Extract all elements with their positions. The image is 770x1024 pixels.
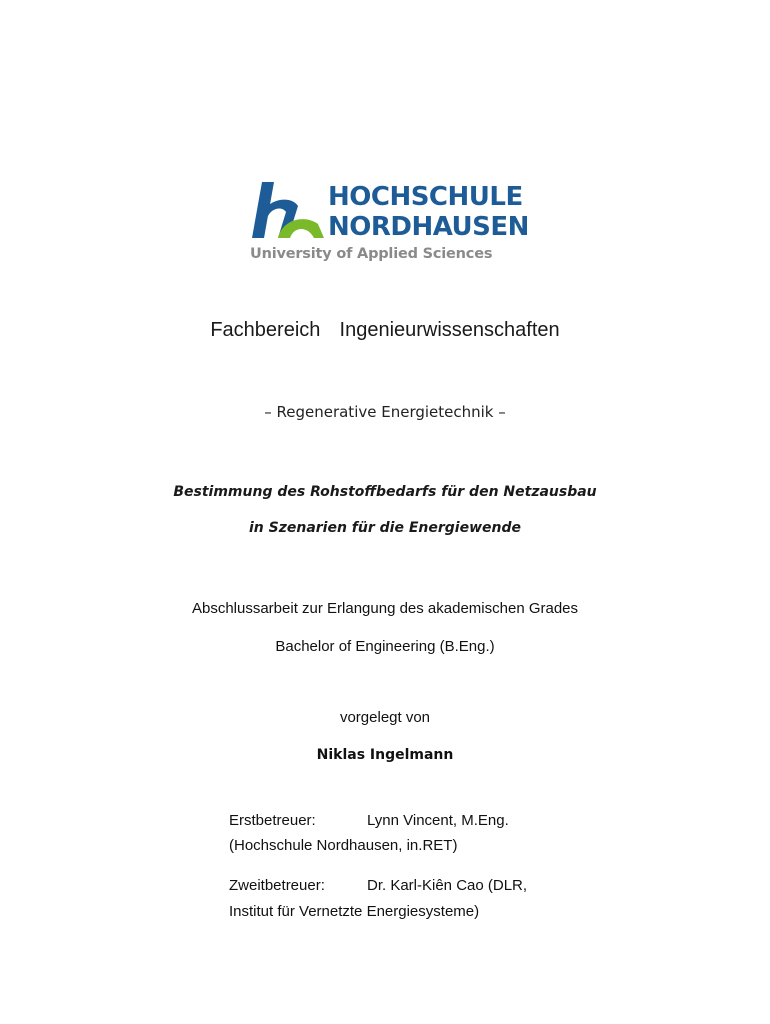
logo-subtitle: University of Applied Sciences (250, 246, 493, 262)
submitted-by-label: vorgelegt von (339, 709, 431, 726)
first-supervisor-affiliation: (Hochschule Nordhausen, in.RET) (229, 837, 458, 854)
thesis-title-line1: Bestimmung des Rohstoffbedarfs für den Netzausbau (173, 484, 597, 500)
degree: Bachelor of Engineering (B.Eng.) (275, 638, 495, 655)
second-supervisor-name: Dr. Karl-Kiên Cao (DLR, (367, 877, 528, 894)
program-name: – Regenerative Energietechnik – (264, 403, 506, 421)
second-supervisor-affiliation: Institut für Vernetzte Energiesysteme) (229, 903, 480, 920)
hn-logo-icon (248, 180, 324, 240)
first-supervisor-label: Erstbetreuer: (229, 812, 316, 829)
logo-wordmark-line2: NORDHAUSEN (328, 212, 529, 242)
faculty-heading: Fachbereich Ingenieurwissenschaften (210, 319, 560, 341)
second-supervisor-label: Zweitbetreuer: (229, 877, 325, 894)
thesis-type: Abschlussarbeit zur Erlangung des akademischen Grades (191, 600, 579, 617)
first-supervisor-name: Lynn Vincent, M.Eng. (367, 812, 509, 829)
thesis-title-line2: in Szenarien für die Energiewende (248, 520, 521, 536)
author-name: Niklas Ingelmann (316, 747, 454, 763)
logo-wordmark-line1: HOCHSCHULE (328, 182, 523, 212)
university-logo (248, 180, 529, 270)
second-supervisor-row (229, 877, 527, 894)
first-supervisor-row (229, 812, 509, 829)
